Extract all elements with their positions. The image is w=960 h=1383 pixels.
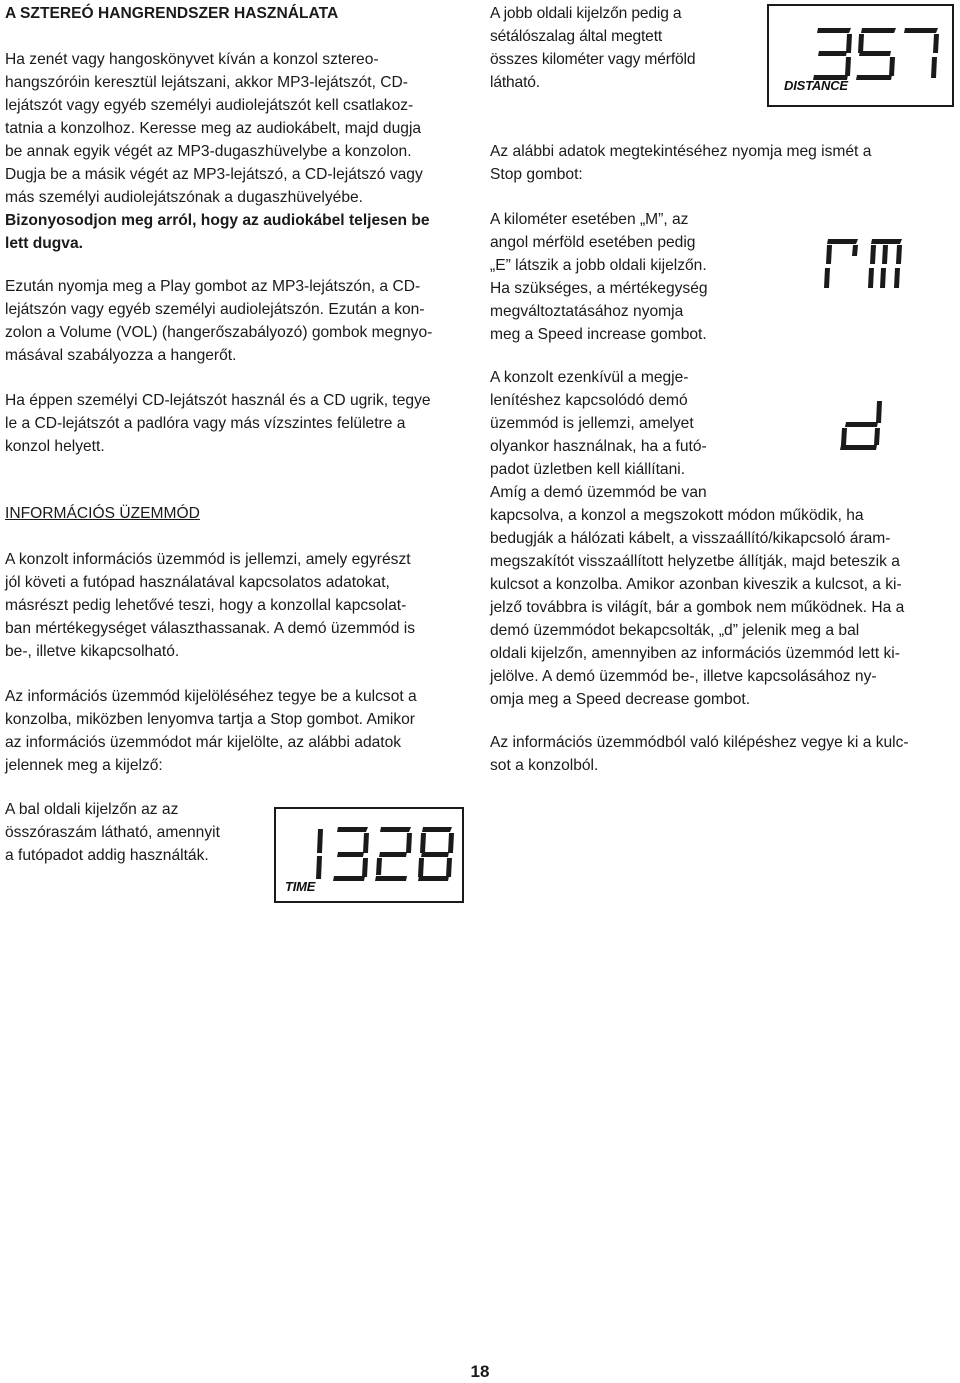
text-line: lenítéshez kapcsolódó demó: [490, 392, 688, 409]
text-line: kulcsot a konzolba. Amikor azonban kiveszik a kulcsot, a ki-: [490, 576, 902, 593]
text-line: A kilométer esetében „M”, az: [490, 211, 689, 228]
text-line: omja meg a Speed decrease gombot.: [490, 691, 751, 708]
text-line: a futópadot addig használták.: [5, 847, 209, 864]
text-line: konzolba, miközben lenyomva tartja a Stop gombot. Amikor: [5, 711, 415, 728]
lcd-digit-3: [333, 827, 369, 881]
text-line: A jobb oldali kijelzőn pedig a: [490, 5, 682, 22]
text-line: A konzolt információs üzemmód is jellemzi, amely egyrészt: [5, 551, 411, 568]
lcd-digit-2: [375, 827, 412, 881]
text-line: lejátszót vagy egyéb személyi audiolejátszót kell csatlakoz-: [5, 97, 414, 114]
lcd-char-r: [824, 239, 858, 288]
time-display: [274, 807, 464, 903]
text-line: konzol helyett.: [5, 438, 105, 455]
lcd-digit-5: [856, 28, 896, 80]
text-line: Ha zenét vagy hangoskönyvet kíván a konzol sztereo-: [5, 51, 379, 68]
text-line: be annak egyik végét az MP3-dugaszhüvelybe a konzolon.: [5, 143, 412, 160]
lcd-digit-1: [316, 829, 323, 879]
text-line: meg a Speed increase gombot.: [490, 326, 707, 343]
lcd-digit-8: [418, 827, 454, 881]
text-line: jól követi a futópad használatával kapcsolatos adatokat,: [5, 574, 390, 591]
unit-description: [490, 208, 708, 346]
distance-label: DISTANCE: [784, 78, 848, 93]
stop-instruction: [490, 140, 871, 186]
text-line: jelölve. A demó üzemmód be-, illetve kapcsolásához ny-: [490, 668, 877, 685]
text-line: angol mérföld esetében pedig: [490, 234, 696, 251]
section-heading-stereo: A SZTEREÓ HANGRENDSZER HASZNÁLATA: [5, 5, 339, 22]
text-line: be-, illetve kikapcsolható.: [5, 643, 180, 660]
text-line: üzemmód is jellemzi, amelyet: [490, 415, 694, 432]
lcd-digit-7: [904, 28, 939, 78]
lcd-char-d: [840, 401, 882, 450]
text-line: tatnia a konzolhoz. Keresse meg az audiokábelt, majd dugja: [5, 120, 422, 137]
text-line: Az információs üzemmódból való kilépéshez vegye ki a kulc-: [490, 734, 909, 751]
text-line: Az információs üzemmód kijelöléséhez tegye be a kulcsot a: [5, 688, 417, 705]
text-line: ban mértékegységet választhassanak. A demó üzemmód is: [5, 620, 415, 637]
text-line: kapcsolva, a konzol a megszokott módon működik, ha: [490, 507, 864, 524]
warning-line: Bizonyosodjon meg arról, hogy az audiokábel teljesen be: [5, 212, 430, 229]
text-line: „E” látszik a jobb oldali kijelzőn.: [490, 257, 707, 274]
text-line: jelző továbbra is világít, bár a gombok nem működnek. Ha a: [490, 599, 905, 616]
text-line: Stop gombot:: [490, 166, 583, 183]
text-line: bedugják a hálózati kábelt, a visszaállító/kikapcsoló áram-: [490, 530, 891, 547]
text-line: Amíg a demó üzemmód be van: [490, 484, 707, 501]
exit-description: [490, 731, 909, 777]
distance-display: [767, 4, 954, 107]
text-line: A bal oldali kijelzőn az az: [5, 801, 179, 818]
text-line: Az alábbi adatok megtekintéséhez nyomja meg ismét a: [490, 143, 872, 160]
stereo-paragraph-2: [5, 275, 432, 367]
text-line: az információs üzemmódot már kijelölte, az alábbi adatok: [5, 734, 402, 751]
info-paragraph-1: [5, 548, 415, 663]
text-line: Ezután nyomja meg a Play gombot az MP3-lejátszón, a CD-: [5, 278, 421, 295]
unit-display: [800, 222, 940, 302]
text-line: lejátszón vagy egyéb személyi audiolejátszón. Ezután a kon-: [5, 301, 425, 318]
lcd-char-m: [868, 239, 902, 288]
text-line: oldali kijelzőn, amennyiben az információs üzemmód lett ki-: [490, 645, 900, 662]
info-paragraph-2: [5, 685, 417, 777]
distance-description: [490, 2, 695, 94]
text-line: más személyi audiolejátszónak a dugaszhüvelyébe.: [5, 189, 363, 206]
text-line: le a CD-lejátszót a padlóra vagy más vízszintes felületre a: [5, 415, 406, 432]
text-line: másrészt pedig lehetővé teszi, hogy a konzollal kapcsolat-: [5, 597, 407, 614]
text-line: hangszóróin keresztül lejátszani, akkor MP3-lejátszót, CD-: [5, 74, 409, 91]
unit-display-digits: [800, 222, 940, 302]
section-heading-info-mode: INFORMÁCIÓS ÜZEMMÓD: [5, 505, 200, 522]
stereo-paragraph-1: [5, 48, 430, 255]
lcd-digit-3: [813, 28, 852, 80]
text-line: Dugja be a másik végét az MP3-lejátszó, a CD-lejátszó vagy: [5, 166, 423, 183]
text-line: sétálószalag által megtett: [490, 28, 663, 45]
demo-display: [820, 385, 900, 465]
time-label: TIME: [285, 879, 316, 894]
text-line: zolon a Volume (VOL) (hangerőszabályozó) gombok megnyo-: [5, 324, 433, 341]
text-line: Ha éppen személyi CD-lejátszót használ és a CD ugrik, tegye: [5, 392, 431, 409]
demo-display-digits: [820, 385, 900, 465]
text-line: látható.: [490, 74, 540, 91]
text-line: megváltoztatásához nyomja: [490, 303, 684, 320]
text-line: összóraszám látható, amennyit: [5, 824, 220, 841]
text-line: A konzolt ezenkívül a megje-: [490, 369, 689, 386]
time-description: [5, 798, 220, 867]
text-line: megszakítót visszaállított helyzetbe állítják, majd beteszik a: [490, 553, 900, 570]
text-line: sot a konzolból.: [490, 757, 599, 774]
text-line: Ha szükséges, a mértékegység: [490, 280, 708, 297]
text-line: másával szabályozza a hangerőt.: [5, 347, 237, 364]
text-line: demó üzemmódot bekapcsolták, „d” jelenik meg a bal: [490, 622, 860, 639]
text-line: padot üzletben kell kiállítani.: [490, 461, 686, 478]
warning-line: lett dugva.: [5, 235, 83, 252]
text-line: olyankor használnak, ha a futó-: [490, 438, 707, 455]
text-line: összes kilométer vagy mérföld: [490, 51, 696, 68]
page-number: 18: [470, 1362, 490, 1381]
stereo-paragraph-3: [5, 389, 431, 458]
text-line: jelennek meg a kijelző:: [5, 757, 163, 774]
